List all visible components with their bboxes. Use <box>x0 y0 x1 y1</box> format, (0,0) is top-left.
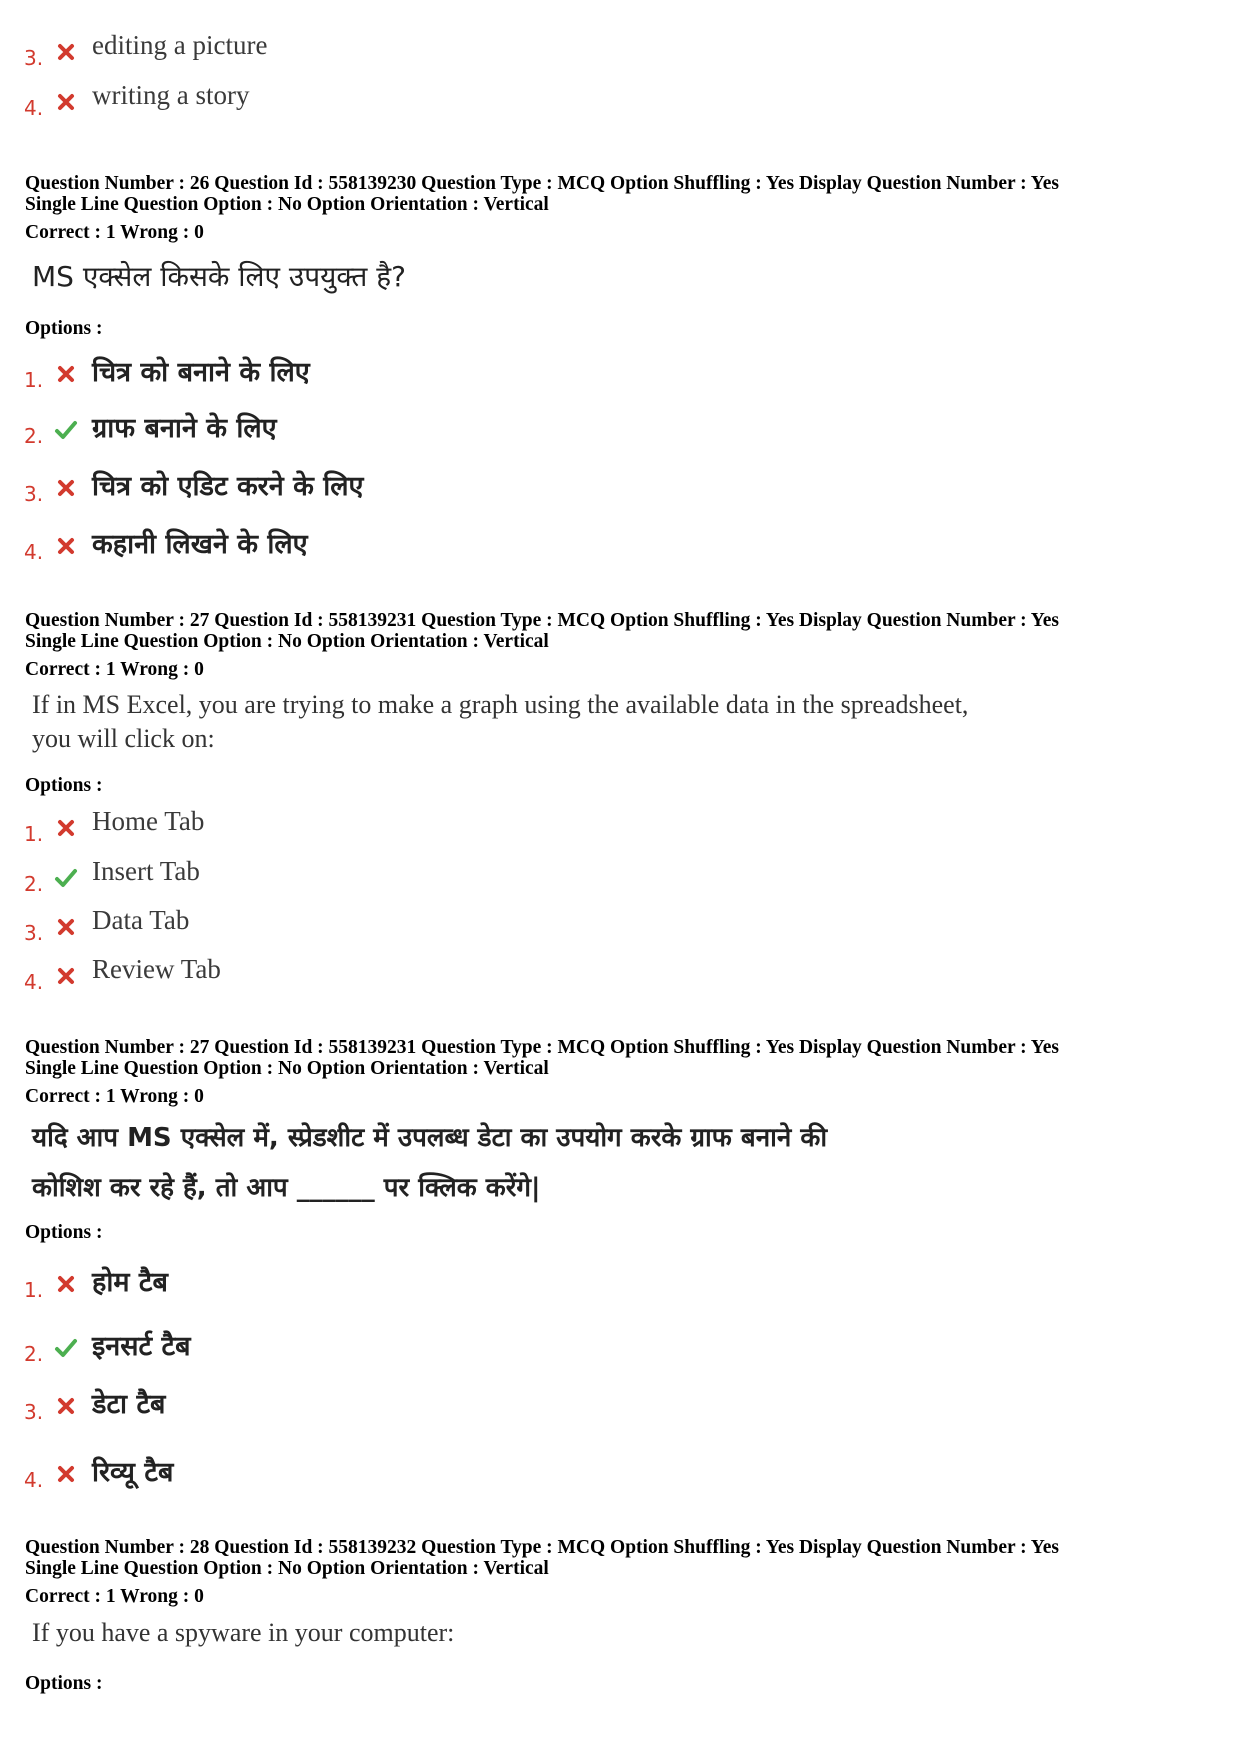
correct-wrong-marks: Correct : 1 Wrong : 0 <box>25 659 204 680</box>
question-meta <box>25 610 1225 652</box>
question-text <box>32 252 406 302</box>
question-meta-line2: Single Line Question Option : No Option Orientation : Vertical <box>25 194 549 215</box>
cross-icon <box>54 90 78 114</box>
option-number: 4. <box>24 540 44 564</box>
option-text: रिव्यू टैब <box>92 1457 174 1488</box>
check-icon <box>54 418 78 442</box>
options-label: Options : <box>25 1673 103 1694</box>
cross-icon <box>54 1462 78 1486</box>
cross-icon <box>54 1394 78 1418</box>
option-text: डेटा टैब <box>92 1389 166 1420</box>
question-text <box>32 688 968 756</box>
option-item <box>24 30 1124 76</box>
question-text <box>32 1616 454 1650</box>
option-number: 2. <box>24 872 44 896</box>
option-number: 3. <box>24 46 44 70</box>
option-text: होम टैब <box>92 1267 168 1298</box>
options-label: Options : <box>25 318 103 339</box>
option-text: writing a story <box>92 80 250 110</box>
question-meta-line1: Question Number : 28 Question Id : 558139232 Question Type : MCQ Option Shuffling : Yes Display Question Number : Yes <box>25 1537 1059 1558</box>
option-number: 2. <box>24 424 44 448</box>
option-number: 1. <box>24 368 44 392</box>
option-item <box>24 856 1124 902</box>
question-meta-line1: Question Number : 26 Question Id : 558139230 Question Type : MCQ Option Shuffling : Yes Display Question Number : Yes <box>25 173 1059 194</box>
question-meta <box>25 1037 1225 1079</box>
option-text: Home Tab <box>92 806 205 836</box>
question-line: you will click on: <box>32 724 215 753</box>
option-text: editing a picture <box>92 30 268 60</box>
option-number: 1. <box>24 822 44 846</box>
cross-icon <box>54 476 78 500</box>
option-number: 4. <box>24 1468 44 1492</box>
correct-wrong-marks: Correct : 1 Wrong : 0 <box>25 222 204 243</box>
option-item <box>24 358 1124 398</box>
question-line: MS एक्सेल किसके लिए उपयुक्त है? <box>32 260 407 293</box>
option-number: 3. <box>24 482 44 506</box>
option-number: 2. <box>24 1342 44 1366</box>
options-label: Options : <box>25 775 103 796</box>
question-meta-line1: Question Number : 27 Question Id : 558139231 Question Type : MCQ Option Shuffling : Yes Display Question Number : Yes <box>25 610 1059 631</box>
option-item <box>24 530 1124 570</box>
option-item <box>24 1458 1124 1498</box>
option-item <box>24 954 1124 1000</box>
check-icon <box>54 1336 78 1360</box>
option-text: चित्र को एडिट करने के लिए <box>92 471 364 502</box>
question-line: If you have a spyware in your computer: <box>32 1618 455 1647</box>
option-number: 3. <box>24 1400 44 1424</box>
question-text <box>32 1113 827 1213</box>
question-meta <box>25 1537 1225 1579</box>
question-line: यदि आप MS एक्सेल में, स्प्रेडशीट में उपलब्ध डेटा का उपयोग करके ग्राफ बनाने की <box>32 1123 828 1153</box>
correct-wrong-marks: Correct : 1 Wrong : 0 <box>25 1586 204 1607</box>
option-item <box>24 472 1124 512</box>
option-item <box>24 80 1124 126</box>
check-icon <box>54 866 78 890</box>
option-text: Data Tab <box>92 905 190 935</box>
option-item <box>24 1332 1124 1372</box>
option-text: कहानी लिखने के लिए <box>92 529 308 560</box>
option-item <box>24 905 1124 951</box>
options-label: Options : <box>25 1222 103 1243</box>
question-meta <box>25 173 1225 215</box>
option-item <box>24 1268 1124 1308</box>
option-item <box>24 806 1124 852</box>
question-meta-line2: Single Line Question Option : No Option Orientation : Vertical <box>25 631 549 652</box>
cross-icon <box>54 964 78 988</box>
cross-icon <box>54 1272 78 1296</box>
option-text: इनसर्ट टैब <box>92 1331 191 1362</box>
option-number: 1. <box>24 1278 44 1302</box>
option-item <box>24 1390 1124 1430</box>
question-meta-line1: Question Number : 27 Question Id : 558139231 Question Type : MCQ Option Shuffling : Yes Display Question Number : Yes <box>25 1037 1059 1058</box>
question-meta-line2: Single Line Question Option : No Option Orientation : Vertical <box>25 1558 549 1579</box>
question-line: If in MS Excel, you are trying to make a graph using the available data in the spreadsheet, <box>32 690 969 719</box>
cross-icon <box>54 816 78 840</box>
cross-icon <box>54 534 78 558</box>
option-text: Insert Tab <box>92 856 200 886</box>
cross-icon <box>54 40 78 64</box>
question-line: कोशिश कर रहे हैं, तो आप ______ पर क्लिक करेंगे| <box>32 1173 541 1203</box>
option-number: 3. <box>24 921 44 945</box>
option-number: 4. <box>24 96 44 120</box>
option-text: Review Tab <box>92 954 221 984</box>
correct-wrong-marks: Correct : 1 Wrong : 0 <box>25 1086 204 1107</box>
option-number: 4. <box>24 970 44 994</box>
option-text: ग्राफ बनाने के लिए <box>92 413 277 444</box>
option-item <box>24 414 1124 454</box>
cross-icon <box>54 362 78 386</box>
option-text: चित्र को बनाने के लिए <box>92 357 310 388</box>
cross-icon <box>54 915 78 939</box>
question-meta-line2: Single Line Question Option : No Option Orientation : Vertical <box>25 1058 549 1079</box>
